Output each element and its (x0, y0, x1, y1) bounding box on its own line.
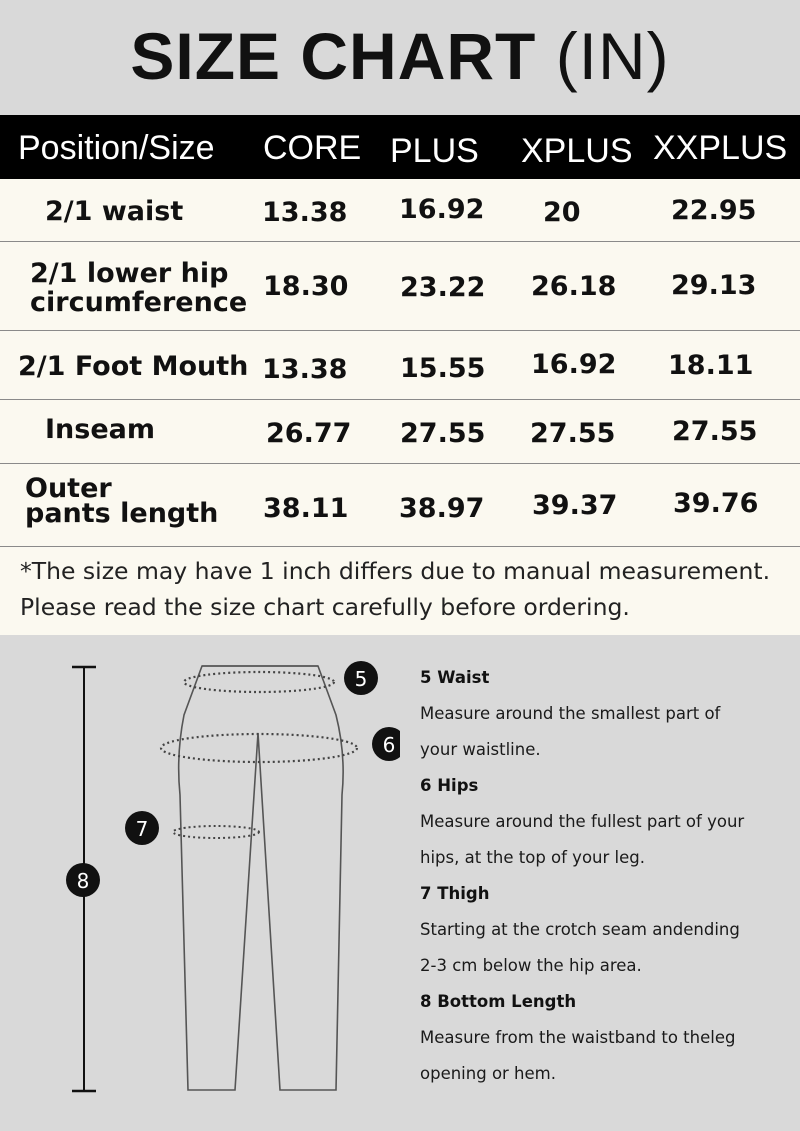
cell-xxplus: 39.76 (673, 488, 759, 519)
thigh-text-line: Starting at the crotch seam andending (420, 920, 740, 939)
measurement-section (0, 635, 800, 1131)
cell-xplus: 26.18 (531, 271, 617, 302)
header-position-size: Position/Size (18, 129, 215, 167)
row-label: 2/1 Foot Mouth (18, 351, 249, 382)
cell-xxplus: 27.55 (672, 416, 758, 447)
hips-text-line: hips, at the top of your leg. (420, 848, 645, 867)
cell-core: 13.38 (262, 354, 348, 385)
cell-xplus: 20 (543, 197, 581, 228)
hips-text-line: Measure around the fullest part of your (420, 812, 745, 831)
svg-text:8: 8 (76, 869, 90, 893)
row-label: 2/1 lower hip circumference (30, 258, 248, 318)
marker-7 (125, 811, 159, 845)
title-main: SIZE CHART (130, 19, 537, 93)
table-row (0, 464, 800, 547)
cell-plus: 15.55 (400, 353, 486, 384)
cell-plus: 23.22 (400, 272, 486, 303)
cell-core: 18.30 (263, 271, 349, 302)
cell-xplus: 39.37 (532, 490, 618, 521)
table-row (0, 331, 800, 400)
bottom-length-heading: 8 Bottom Length (420, 992, 577, 1011)
row-label: Outer pants length (25, 473, 219, 529)
header-xxplus: XXPLUS (653, 129, 788, 167)
page-title (0, 18, 800, 94)
marker-8 (66, 863, 100, 897)
waist-text-line: your waistline. (420, 740, 541, 759)
row-label: 2/1 waist (45, 196, 184, 227)
row-label: Inseam (45, 414, 156, 445)
table-row (0, 400, 800, 464)
svg-text:7: 7 (135, 817, 149, 841)
header-plus: PLUS (390, 132, 479, 170)
waist-heading: 5 Waist (420, 668, 490, 687)
cell-xplus: 16.92 (531, 349, 617, 380)
title-unit: (IN) (555, 19, 670, 93)
disclaimer-note: *The size may have 1 inch differs due to manual measurement. (20, 557, 771, 585)
measurement-descriptions (420, 665, 790, 1097)
marker-5 (344, 661, 378, 695)
waist-measure-ring (184, 672, 334, 692)
thigh-heading: 7 Thigh (420, 884, 490, 903)
cell-plus: 16.92 (399, 194, 485, 225)
pants-diagram (0, 635, 400, 1131)
hips-heading: 6 Hips (420, 776, 479, 795)
bottom-length-text-line: Measure from the waistband to theleg (420, 1028, 736, 1047)
table-header (0, 115, 800, 179)
cell-xxplus: 29.13 (671, 270, 757, 301)
svg-text:5: 5 (354, 667, 368, 691)
table-row (0, 179, 800, 242)
cell-xxplus: 18.11 (668, 350, 754, 381)
bottom-length-text-line: opening or hem. (420, 1064, 556, 1083)
header-xplus: XPLUS (521, 132, 633, 170)
cell-xxplus: 22.95 (671, 195, 757, 226)
svg-text:6: 6 (382, 733, 396, 757)
table-row (0, 242, 800, 331)
title-band (0, 0, 800, 115)
pants-outline (179, 666, 343, 1090)
ordering-note: Please read the size chart carefully before ordering. (20, 593, 630, 621)
cell-xplus: 27.55 (530, 418, 616, 449)
cell-core: 13.38 (262, 197, 348, 228)
cell-plus: 38.97 (399, 493, 485, 524)
cell-plus: 27.55 (400, 418, 486, 449)
header-core: CORE (263, 129, 362, 167)
marker-6 (372, 727, 400, 761)
cell-core: 26.77 (266, 418, 352, 449)
table-body (0, 179, 800, 635)
thigh-text-line: 2-3 cm below the hip area. (420, 956, 642, 975)
cell-core: 38.11 (263, 493, 349, 524)
thigh-measure-ring (173, 826, 259, 838)
waist-text-line: Measure around the smallest part of (420, 704, 721, 723)
